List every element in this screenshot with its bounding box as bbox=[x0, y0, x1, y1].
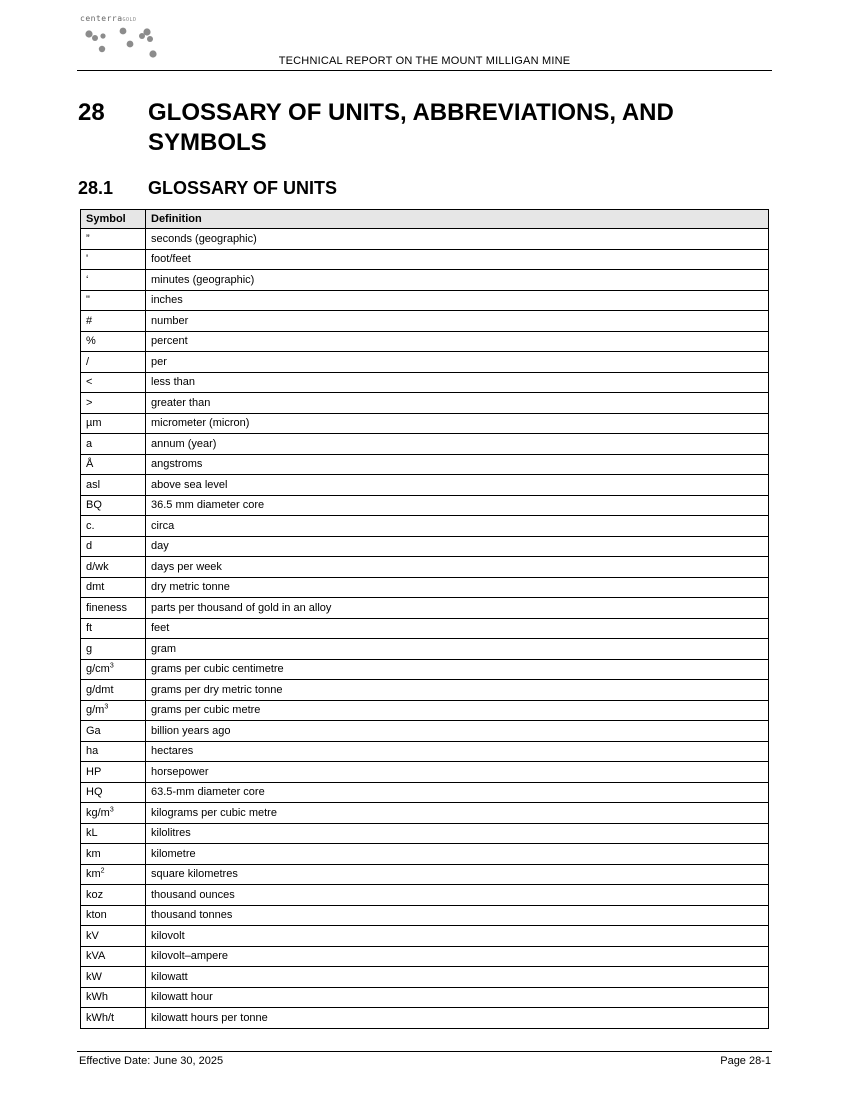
symbol-cell bbox=[81, 413, 146, 434]
definition-cell: thousand ounces bbox=[146, 885, 769, 906]
symbol-cell bbox=[81, 741, 146, 762]
table-row bbox=[81, 598, 769, 619]
definition-cell: kilovolt bbox=[146, 926, 769, 947]
subsection-title: GLOSSARY OF UNITS bbox=[148, 178, 338, 198]
definition-cell: billion years ago bbox=[146, 721, 769, 742]
symbol-text: HQ bbox=[86, 786, 103, 799]
table-row bbox=[81, 946, 769, 967]
table-row bbox=[81, 782, 769, 803]
symbol-text: kWh/t bbox=[86, 1011, 115, 1024]
symbol-cell bbox=[81, 249, 146, 270]
symbol-cell bbox=[81, 311, 146, 332]
symbol-text: kton bbox=[86, 909, 107, 922]
symbol-cell bbox=[81, 1008, 146, 1029]
table-row bbox=[81, 454, 769, 475]
symbol-text: Å bbox=[86, 458, 94, 471]
definition-cell: horsepower bbox=[146, 762, 769, 783]
definition-cell: thousand tonnes bbox=[146, 905, 769, 926]
symbol-cell bbox=[81, 639, 146, 660]
table-row bbox=[81, 270, 769, 291]
table-row bbox=[81, 885, 769, 906]
table-row bbox=[81, 905, 769, 926]
table-row bbox=[81, 680, 769, 701]
footer-divider bbox=[77, 1051, 772, 1052]
symbol-text: ‘ bbox=[86, 273, 89, 286]
definition-cell: number bbox=[146, 311, 769, 332]
definition-cell: kilowatt hours per tonne bbox=[146, 1008, 769, 1029]
table-row bbox=[81, 987, 769, 1008]
table-row bbox=[81, 700, 769, 721]
section-number: 28 bbox=[78, 99, 105, 126]
column-header-definition: Definition bbox=[146, 210, 769, 229]
subsection-number: 28.1 bbox=[78, 178, 114, 198]
definition-cell: feet bbox=[146, 618, 769, 639]
section-title: GLOSSARY OF UNITS, ABBREVIATIONS, AND SYMBOLS bbox=[148, 99, 674, 156]
definition-cell: seconds (geographic) bbox=[146, 229, 769, 250]
table-row bbox=[81, 475, 769, 496]
symbol-cell bbox=[81, 331, 146, 352]
definition-cell: micrometer (micron) bbox=[146, 413, 769, 434]
definition-cell: angstroms bbox=[146, 454, 769, 475]
symbol-text: > bbox=[86, 396, 93, 409]
symbol-text: g bbox=[86, 642, 93, 655]
table-row bbox=[81, 823, 769, 844]
symbol-text: # bbox=[86, 314, 93, 327]
definition-cell: gram bbox=[146, 639, 769, 660]
symbol-text: % bbox=[86, 335, 96, 348]
table-row bbox=[81, 844, 769, 865]
definition-cell: foot/feet bbox=[146, 249, 769, 270]
symbol-cell bbox=[81, 967, 146, 988]
symbol-cell bbox=[81, 290, 146, 311]
table-row bbox=[81, 331, 769, 352]
symbol-text: " bbox=[86, 294, 90, 307]
symbol-cell bbox=[81, 577, 146, 598]
table-row bbox=[81, 618, 769, 639]
logo-wordmark bbox=[80, 14, 137, 23]
glossary-table bbox=[80, 209, 769, 1029]
table-row bbox=[81, 967, 769, 988]
table-row bbox=[81, 249, 769, 270]
symbol-text: km bbox=[86, 868, 101, 881]
symbol-cell bbox=[81, 721, 146, 742]
definition-cell: inches bbox=[146, 290, 769, 311]
symbol-superscript: 2 bbox=[100, 867, 105, 875]
logo-text: centerra bbox=[80, 14, 123, 23]
symbol-text: ' bbox=[86, 253, 89, 266]
symbol-cell bbox=[81, 926, 146, 947]
definition-cell: dry metric tonne bbox=[146, 577, 769, 598]
symbol-cell bbox=[81, 434, 146, 455]
symbol-cell bbox=[81, 680, 146, 701]
symbol-text: a bbox=[86, 437, 93, 450]
symbol-text: km bbox=[86, 847, 101, 860]
definition-cell: 36.5 mm diameter core bbox=[146, 495, 769, 516]
symbol-text: d/wk bbox=[86, 560, 109, 573]
column-header-symbol: Symbol bbox=[81, 210, 146, 229]
report-title: TECHNICAL REPORT ON THE MOUNT MILLIGAN MINE bbox=[278, 55, 571, 67]
definition-cell: grams per cubic metre bbox=[146, 700, 769, 721]
definition-cell: annum (year) bbox=[146, 434, 769, 455]
symbol-text: koz bbox=[86, 888, 104, 901]
symbol-text: / bbox=[86, 355, 90, 368]
definition-cell: kilowatt hour bbox=[146, 987, 769, 1008]
definition-cell: minutes (geographic) bbox=[146, 270, 769, 291]
symbol-text: µm bbox=[86, 417, 102, 430]
definition-cell: parts per thousand of gold in an alloy bbox=[146, 598, 769, 619]
logo-subtext: GOLD bbox=[122, 17, 137, 23]
symbol-text: c. bbox=[86, 519, 95, 532]
symbol-text: fineness bbox=[86, 601, 127, 614]
symbol-text: ha bbox=[86, 745, 99, 758]
definition-cell: kilograms per cubic metre bbox=[146, 803, 769, 824]
symbol-cell bbox=[81, 352, 146, 373]
symbol-cell bbox=[81, 495, 146, 516]
table-row bbox=[81, 290, 769, 311]
definition-cell: greater than bbox=[146, 393, 769, 414]
definition-cell: kilometre bbox=[146, 844, 769, 865]
definition-cell: day bbox=[146, 536, 769, 557]
table-row bbox=[81, 639, 769, 660]
table-row bbox=[81, 311, 769, 332]
symbol-cell bbox=[81, 659, 146, 680]
table-row bbox=[81, 803, 769, 824]
symbol-cell bbox=[81, 844, 146, 865]
table-row bbox=[81, 495, 769, 516]
symbol-cell bbox=[81, 598, 146, 619]
definition-cell: days per week bbox=[146, 557, 769, 578]
definition-cell: above sea level bbox=[146, 475, 769, 496]
definition-cell: kilovolt–ampere bbox=[146, 946, 769, 967]
symbol-cell bbox=[81, 700, 146, 721]
definition-cell: kilolitres bbox=[146, 823, 769, 844]
glossary-table-body bbox=[81, 229, 769, 1029]
definition-cell: kilowatt bbox=[146, 967, 769, 988]
table-row bbox=[81, 434, 769, 455]
symbol-cell bbox=[81, 905, 146, 926]
symbol-text: g/m bbox=[86, 704, 105, 717]
table-row bbox=[81, 762, 769, 783]
symbol-cell bbox=[81, 885, 146, 906]
symbol-text: kg/m bbox=[86, 806, 110, 819]
symbol-cell bbox=[81, 536, 146, 557]
definition-cell: grams per cubic centimetre bbox=[146, 659, 769, 680]
definition-cell: 63.5-mm diameter core bbox=[146, 782, 769, 803]
table-row bbox=[81, 659, 769, 680]
symbol-text: kWh bbox=[86, 991, 108, 1004]
symbol-superscript: 3 bbox=[109, 662, 114, 670]
symbol-text: dmt bbox=[86, 581, 105, 594]
symbol-text: BQ bbox=[86, 499, 102, 512]
symbol-cell bbox=[81, 618, 146, 639]
table-header-row bbox=[81, 210, 769, 229]
definition-cell: less than bbox=[146, 372, 769, 393]
definition-cell: circa bbox=[146, 516, 769, 537]
symbol-cell bbox=[81, 803, 146, 824]
definition-cell: hectares bbox=[146, 741, 769, 762]
symbol-cell bbox=[81, 270, 146, 291]
table-row bbox=[81, 372, 769, 393]
symbol-cell bbox=[81, 229, 146, 250]
symbol-text: kV bbox=[86, 929, 99, 942]
symbol-text: ft bbox=[86, 622, 93, 635]
symbol-cell bbox=[81, 864, 146, 885]
symbol-text: < bbox=[86, 376, 93, 389]
definition-cell: grams per dry metric tonne bbox=[146, 680, 769, 701]
table-row bbox=[81, 229, 769, 250]
symbol-text: kL bbox=[86, 827, 98, 840]
symbol-cell bbox=[81, 454, 146, 475]
symbol-cell bbox=[81, 823, 146, 844]
symbol-cell bbox=[81, 762, 146, 783]
table-row bbox=[81, 577, 769, 598]
header-divider bbox=[77, 70, 772, 71]
symbol-superscript: 3 bbox=[104, 703, 109, 711]
effective-date: Effective Date: June 30, 2025 bbox=[79, 1055, 224, 1067]
symbol-cell bbox=[81, 987, 146, 1008]
symbol-text: HP bbox=[86, 765, 102, 778]
page-number: Page 28-1 bbox=[720, 1055, 771, 1067]
symbol-superscript: 3 bbox=[109, 806, 114, 814]
symbol-cell bbox=[81, 393, 146, 414]
table-row bbox=[81, 1008, 769, 1029]
symbol-cell bbox=[81, 516, 146, 537]
symbol-text: d bbox=[86, 540, 93, 553]
table-row bbox=[81, 352, 769, 373]
definition-cell: percent bbox=[146, 331, 769, 352]
symbol-cell bbox=[81, 782, 146, 803]
table-row bbox=[81, 721, 769, 742]
symbol-text: kVA bbox=[86, 950, 106, 963]
definition-cell: square kilometres bbox=[146, 864, 769, 885]
table-row bbox=[81, 864, 769, 885]
table-row bbox=[81, 741, 769, 762]
symbol-cell bbox=[81, 946, 146, 967]
symbol-cell bbox=[81, 372, 146, 393]
symbol-cell bbox=[81, 475, 146, 496]
definition-cell: per bbox=[146, 352, 769, 373]
symbol-cell bbox=[81, 557, 146, 578]
symbol-text: ” bbox=[86, 232, 90, 245]
table-row bbox=[81, 536, 769, 557]
symbol-text: kW bbox=[86, 970, 102, 983]
table-row bbox=[81, 557, 769, 578]
table-row bbox=[81, 413, 769, 434]
symbol-text: asl bbox=[86, 478, 101, 491]
table-row bbox=[81, 393, 769, 414]
symbol-text: g/cm bbox=[86, 663, 110, 676]
symbol-text: g/dmt bbox=[86, 683, 114, 696]
symbol-text: Ga bbox=[86, 724, 101, 737]
table-row bbox=[81, 516, 769, 537]
table-row bbox=[81, 926, 769, 947]
